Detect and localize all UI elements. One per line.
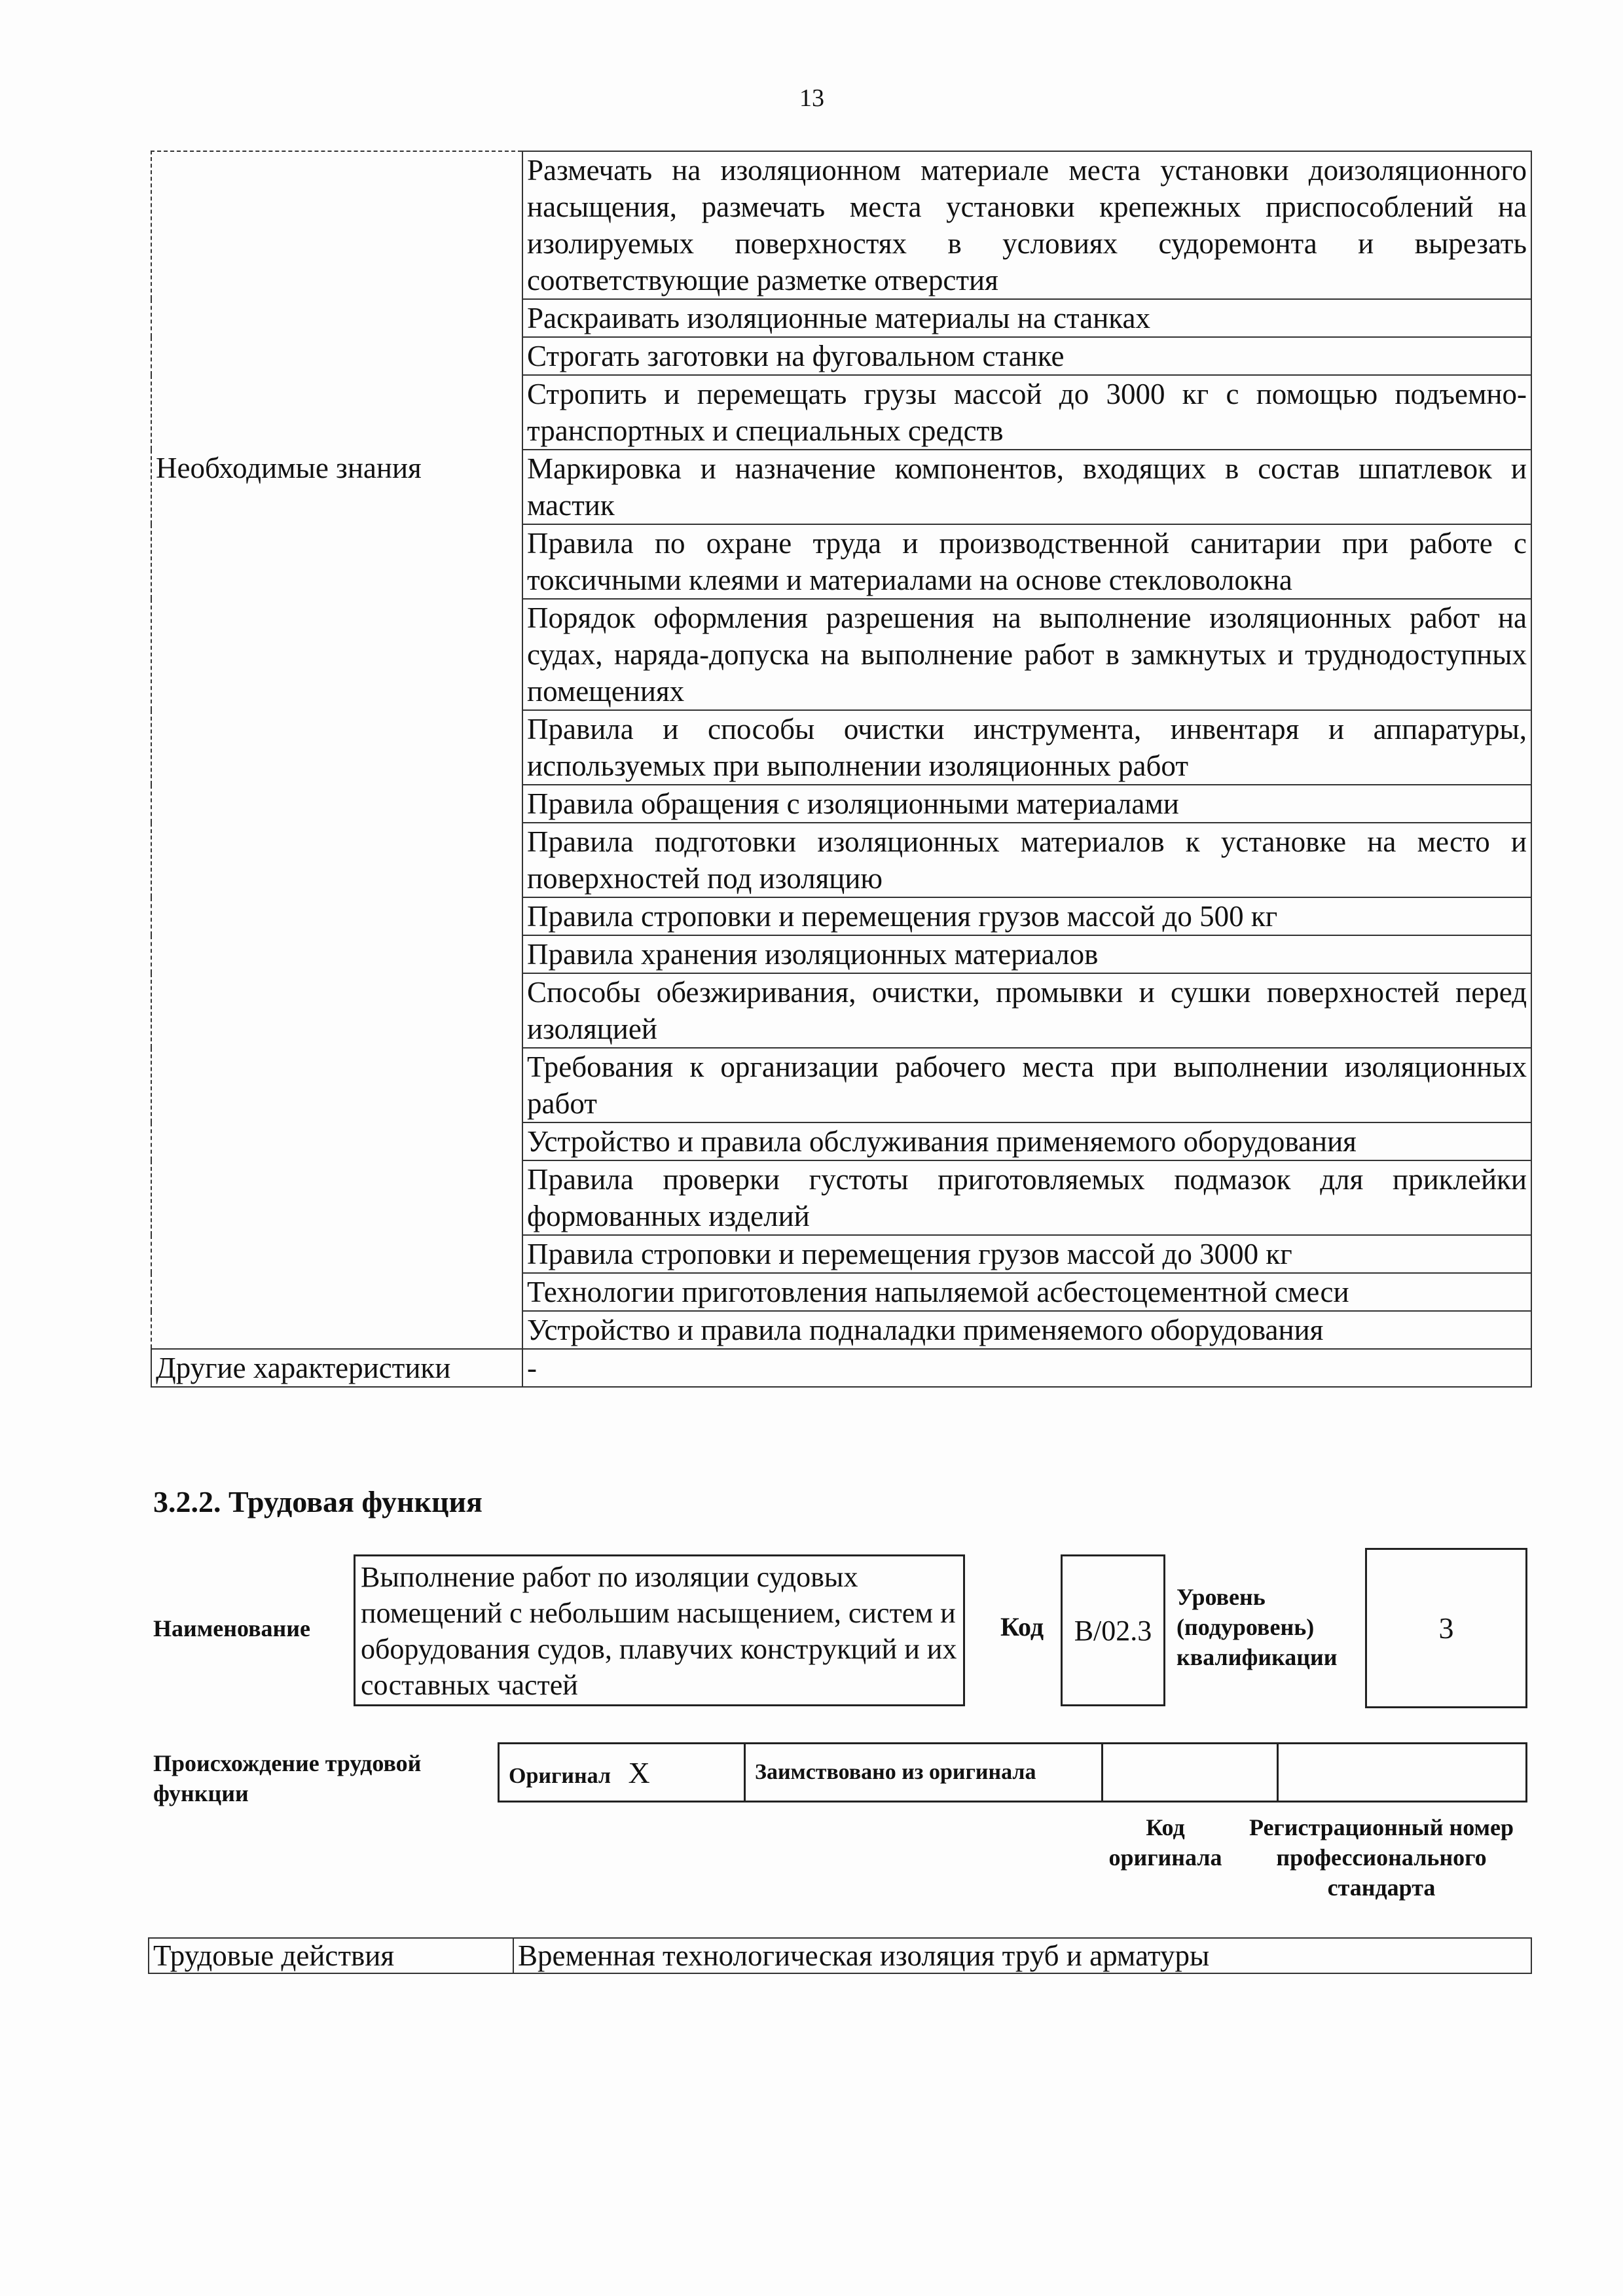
origin-code-cell — [1103, 1744, 1278, 1802]
skill-item: Раскраивать изоляционные материалы на станках — [522, 299, 1531, 337]
knowledge-table — [151, 151, 1532, 1388]
knowledge-item: Требования к организации рабочего места при выполнении изоляционных работ — [522, 1048, 1531, 1122]
registration-number-cell — [1278, 1744, 1527, 1802]
knowledge-item: Устройство и правила обслуживания применяемого оборудования — [522, 1122, 1531, 1160]
function-name-box: Выполнение работ по изоляции судовых помещений с небольшим насыщением, систем и оборудования судов, плавучих конструкций и их составных частей — [354, 1554, 965, 1706]
skill-item: Стропить и перемещать грузы массой до 3000 кг с помощью подъемно-транспортных и специальных средств — [522, 375, 1531, 450]
knowledge-item: Правила и способы очистки инструмента, инвентаря и аппаратуры, используемых при выполнении изоляционных работ — [522, 710, 1531, 785]
original-mark: X — [628, 1755, 650, 1789]
other-characteristics-label: Другие характеристики — [151, 1349, 522, 1387]
knowledge-item: Технологии приготовления напыляемой асбестоцементной смеси — [522, 1273, 1531, 1311]
code-label: Код — [1000, 1612, 1044, 1641]
skill-item: Размечать на изоляционном материале места установки доизоляционного насыщения, размечать места установки крепежных приспособлений на изолируемых поверхностях в условиях судоремонта и вырезать соответствующие разметке отверстия — [522, 151, 1531, 299]
knowledge-item: Правила хранения изоляционных материалов — [522, 935, 1531, 973]
origin-code-caption-2: оригинала — [1108, 1844, 1222, 1871]
borrowed-cell: Заимствовано из оригинала — [745, 1744, 1103, 1802]
origin-code-caption-1: Код — [1146, 1814, 1185, 1840]
knowledge-item: Правила обращения с изоляционными материалами — [522, 785, 1531, 823]
knowledge-item: Правила строповки и перемещения грузов массой до 3000 кг — [522, 1235, 1531, 1273]
function-name-label: Наименование — [153, 1615, 310, 1641]
reg-caption-1: Регистрационный номер — [1249, 1814, 1514, 1840]
origin-label-line-2: функции — [153, 1780, 249, 1806]
code-box: B/02.3 — [1061, 1554, 1165, 1706]
knowledge-item: Способы обезжиривания, очистки, промывки и сушки поверхностей перед изоляцией — [522, 973, 1531, 1048]
knowledge-item: Правила по охране труда и производственной санитарии при работе с токсичными клеями и материалами на основе стекловолокна — [522, 524, 1531, 599]
action-item: Временная технологическая изоляция труб и арматуры — [513, 1938, 1531, 1973]
actions-table — [148, 1937, 1532, 1974]
knowledge-label: Необходимые знания — [151, 450, 522, 1349]
other-characteristics-value: - — [522, 1349, 1531, 1387]
knowledge-item: Порядок оформления разрешения на выполнение изоляционных работ на судах, наряда-допуска на выполнение работ в замкнутых и труднодоступных помещениях — [522, 599, 1531, 710]
actions-label: Трудовые действия — [149, 1938, 513, 1973]
level-box: 3 — [1365, 1548, 1527, 1708]
original-label: Оригинал — [509, 1763, 611, 1788]
level-label-line-3: квалификации — [1176, 1644, 1338, 1670]
reg-caption-2: профессионального — [1276, 1844, 1487, 1871]
original-cell — [499, 1744, 745, 1802]
knowledge-item: Правила проверки густоты приготовляемых подмазок для приклейки формованных изделий — [522, 1160, 1531, 1235]
origin-table — [498, 1742, 1527, 1803]
section-heading: 3.2.2. Трудовая функция — [153, 1485, 483, 1518]
level-label-line-2: (подуровень) — [1176, 1614, 1315, 1640]
skill-item: Строгать заготовки на фуговальном станке — [522, 337, 1531, 375]
knowledge-item: Правила строповки и перемещения грузов массой до 500 кг — [522, 897, 1531, 935]
knowledge-item: Правила подготовки изоляционных материалов к установке на место и поверхностей под изоляцию — [522, 823, 1531, 897]
skills-label-cell — [151, 151, 522, 450]
reg-caption-3: стандарта — [1327, 1874, 1436, 1901]
origin-label-line-1: Происхождение трудовой — [153, 1750, 422, 1776]
knowledge-item: Маркировка и назначение компонентов, входящих в состав шпатлевок и мастик — [522, 450, 1531, 524]
page-number: 13 — [799, 84, 824, 112]
level-label-line-1: Уровень — [1176, 1584, 1266, 1610]
knowledge-item: Устройство и правила подналадки применяемого оборудования — [522, 1311, 1531, 1349]
